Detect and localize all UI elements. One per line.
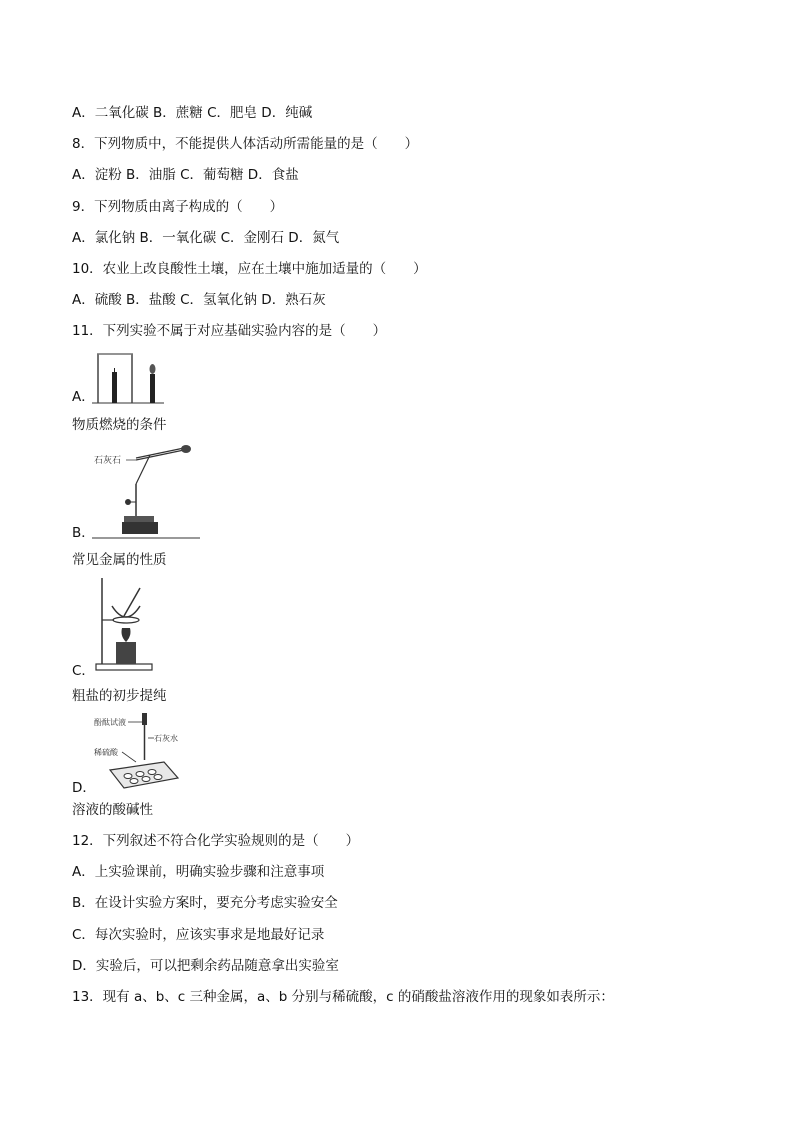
q11-a-mark: A． bbox=[72, 389, 95, 405]
q9-options: A．氯化钠 B．一氧化碳 C．金刚石 D．氮气 bbox=[72, 230, 340, 246]
q12-option-b: B．在设计实验方案时，要充分考虑实验安全 bbox=[72, 895, 338, 911]
q8-options: A．淀粉 B．油脂 C．葡萄糖 D．食盐 bbox=[72, 167, 299, 183]
q8-stem: 8．下列物质中，不能提供人体活动所需能量的是（ ） bbox=[72, 136, 419, 152]
q12-option-a: A．上实验课前，明确实验步骤和注意事项 bbox=[72, 864, 325, 880]
q11-stem: 11．下列实验不属于对应基础实验内容的是（ ） bbox=[72, 323, 387, 339]
figure-d-label-3: 石灰水 bbox=[154, 734, 178, 743]
q7-options: A．二氧化碳 B．蔗糖 C．肥皂 D．纯碱 bbox=[72, 105, 313, 121]
figure-acid-base-test bbox=[92, 710, 182, 792]
q11-b-caption: 常见金属的性质 bbox=[72, 552, 167, 568]
q13-stem: 13．现有 a、b、c 三种金属，a、b 分别与稀硫酸，c 的硝酸盐溶液作用的现象如表所示： bbox=[72, 989, 614, 1005]
q11-b-mark: B． bbox=[72, 525, 95, 541]
q10-stem: 10．农业上改良酸性土壤，应在土壤中施加适量的（ ） bbox=[72, 261, 427, 277]
q12-option-d: D．实验后，可以把剩余药品随意拿出实验室 bbox=[72, 958, 339, 974]
figure-b-label: 石灰石 bbox=[94, 456, 122, 466]
q11-a-caption: 物质燃烧的条件 bbox=[72, 417, 167, 433]
q9-stem: 9．下列物质由离子构成的（ ） bbox=[72, 199, 284, 215]
figure-salt-purification bbox=[92, 576, 154, 672]
figure-d-label-1: 酚酞试液 bbox=[94, 718, 126, 727]
q12-stem: 12．下列叙述不符合化学实验规则的是（ ） bbox=[72, 833, 360, 849]
figure-d-label-2: 稀硫酸 bbox=[94, 748, 118, 757]
q12-option-c: C．每次实验时，应该实事求是地最好记录 bbox=[72, 927, 325, 943]
figure-combustion-candles bbox=[92, 348, 164, 404]
figure-metal-properties bbox=[92, 444, 200, 539]
q10-options: A．硫酸 B．盐酸 C．氢氧化钠 D．熟石灰 bbox=[72, 292, 326, 308]
q11-c-mark: C． bbox=[72, 663, 95, 679]
q11-c-caption: 粗盐的初步提纯 bbox=[72, 688, 167, 704]
q11-d-mark: D． bbox=[72, 780, 96, 796]
q11-d-caption: 溶液的酸碱性 bbox=[72, 802, 153, 818]
